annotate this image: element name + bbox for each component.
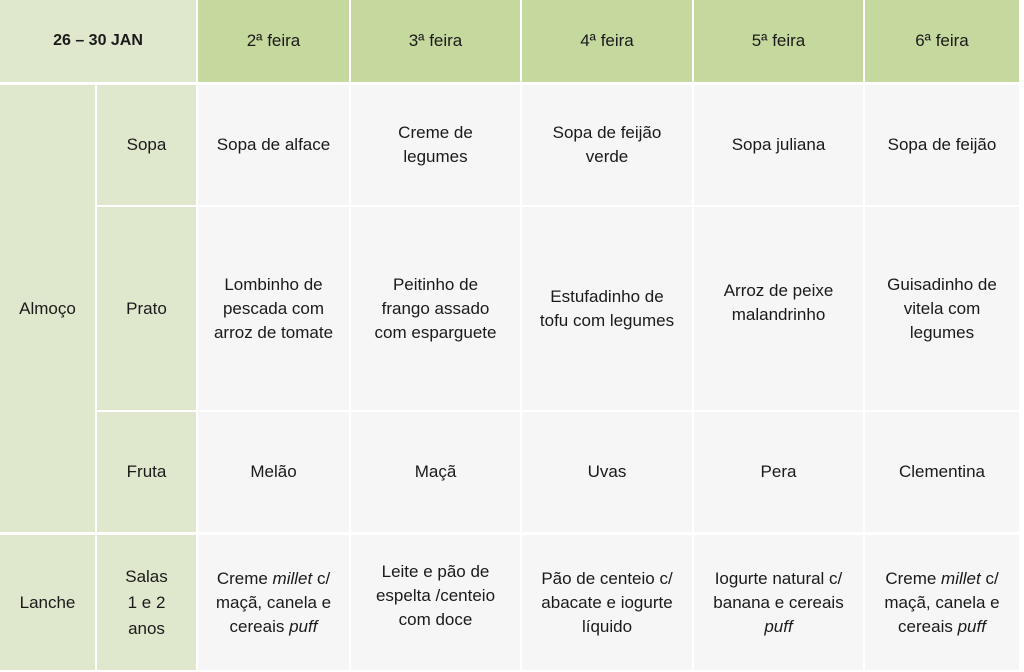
- fruta-fri-text: Clementina: [899, 462, 985, 481]
- row-label-lanche-line-2: 1 e 2: [127, 592, 166, 612]
- row-label-lanche-line-1: Salas: [125, 566, 168, 586]
- row-label-fruta-text: Fruta: [126, 462, 167, 481]
- row-label-prato: [97, 207, 196, 410]
- lanche-fri-line-1b: millet: [941, 568, 981, 588]
- lanche-fri-line-3: [898, 615, 986, 639]
- day-header-wed: [522, 0, 692, 82]
- day-header-wed-text: 4ª feira: [580, 31, 634, 50]
- lanche-mon-line-3a: cereais: [229, 616, 290, 636]
- lanche-fri: [865, 535, 1019, 670]
- row-label-sopa: [97, 85, 196, 205]
- prato-tue-line-1: Peitinho de: [392, 274, 479, 294]
- fruta-tue-text: Maçã: [414, 462, 457, 481]
- prato-fri-line-3: legumes: [909, 322, 975, 342]
- prato-thu-line-2: malandrinho: [731, 304, 826, 324]
- sopa-tue-line-2: legumes: [403, 147, 468, 166]
- day-header-fri: [865, 0, 1019, 82]
- lanche-tue-line-3: com doce: [398, 609, 473, 629]
- prato-wed-line-2: tofu com legumes: [539, 310, 675, 330]
- lanche-fri-line-1a: Creme: [885, 568, 942, 588]
- lanche-thu-line-3: puff: [764, 616, 793, 636]
- fruta-wed: [522, 412, 692, 532]
- day-header-mon: [198, 0, 349, 82]
- day-header-thu-text: 5ª feira: [751, 31, 806, 50]
- lanche-fri-line-1c: c/: [980, 568, 999, 588]
- lanche-thu-line-1: Iogurte natural c/: [714, 568, 843, 588]
- prato-fri-line-2: vitela com: [903, 298, 981, 318]
- prato-tue: [351, 207, 520, 410]
- lanche-tue-line-2: espelta /centeio: [375, 585, 496, 605]
- sopa-mon: [198, 85, 349, 205]
- sopa-wed-line-1: Sopa de feijão: [552, 123, 662, 142]
- prato-tue-line-3: com esparguete: [374, 322, 497, 342]
- section-almoco: [0, 85, 95, 532]
- lanche-mon-line-2: maçã, canela e: [215, 592, 332, 612]
- row-label-lanche: [97, 535, 196, 670]
- prato-mon-line-3: arroz de tomate: [213, 322, 334, 342]
- day-header-tue-text: 3ª feira: [408, 31, 463, 50]
- prato-mon-line-1: Lombinho de: [224, 274, 323, 294]
- fruta-tue: [351, 412, 520, 532]
- lanche-tue-line-1: Leite e pão de: [381, 561, 490, 581]
- row-label-lanche-line-3: anos: [128, 618, 165, 638]
- lanche-fri-line-3b: puff: [957, 616, 986, 636]
- sopa-mon-line-1: Sopa de alface: [216, 135, 331, 154]
- day-header-tue: [351, 0, 520, 82]
- fruta-mon-text: Melão: [250, 462, 297, 481]
- day-header-mon-text: 2ª feira: [246, 31, 301, 50]
- lanche-mon-line-1a: Creme: [216, 568, 273, 588]
- lanche-wed-line-3: líquido: [581, 616, 633, 636]
- prato-fri: [865, 207, 1019, 410]
- lanche-wed-line-2: abacate e iogurte: [541, 592, 673, 612]
- sopa-wed: [522, 85, 692, 205]
- fruta-thu-text: Pera: [760, 462, 797, 481]
- lanche-fri-line-2: maçã, canela e: [884, 592, 1000, 612]
- day-header-thu: [694, 0, 863, 82]
- lanche-mon-line-1: [217, 567, 330, 591]
- prato-wed: [522, 207, 692, 410]
- prato-tue-line-2: frango assado: [381, 298, 490, 318]
- prato-wed-line-1: Estufadinho de: [550, 286, 664, 306]
- lanche-mon-line-1b: millet: [272, 568, 313, 588]
- row-label-sopa-text: Sopa: [126, 135, 167, 154]
- sopa-tue: [351, 85, 520, 205]
- lanche-mon: [198, 535, 349, 670]
- prato-mon-line-2: pescada com: [222, 298, 325, 318]
- sopa-fri-line-1: Sopa de feijão: [887, 135, 997, 154]
- row-label-prato-text: Prato: [126, 298, 167, 318]
- lanche-mon-line-1c: c/: [312, 568, 331, 588]
- sopa-wed-line-2: verde: [585, 147, 629, 166]
- lanche-mon-line-3b: puff: [289, 616, 318, 636]
- lanche-fri-line-3a: cereais: [898, 616, 958, 636]
- row-label-fruta: [97, 412, 196, 532]
- sopa-thu-line-1: Sopa juliana: [731, 135, 826, 154]
- lanche-wed-line-1: Pão de centeio c/: [541, 568, 673, 588]
- section-lanche-text: Lanche: [19, 592, 76, 612]
- section-almoco-text: Almoço: [19, 298, 76, 318]
- fruta-thu: [694, 412, 863, 532]
- day-header-fri-text: 6ª feira: [915, 31, 969, 50]
- fruta-wed-text: Uvas: [587, 462, 627, 481]
- section-lanche: [0, 535, 95, 670]
- lanche-thu-line-2: banana e cereais: [713, 592, 844, 612]
- lanche-fri-line-1: [885, 567, 998, 591]
- sopa-tue-line-1: Creme de: [398, 123, 473, 142]
- fruta-mon: [198, 412, 349, 532]
- prato-thu-line-1: Arroz de peixe: [723, 280, 834, 300]
- prato-mon: [198, 207, 349, 410]
- week-range-text: 26 – 30 JAN: [53, 32, 143, 49]
- sopa-thu: [694, 85, 863, 205]
- prato-thu: [694, 207, 863, 410]
- lanche-wed: [522, 535, 692, 670]
- lanche-tue: [351, 535, 520, 670]
- week-range: [0, 0, 196, 82]
- lanche-mon-line-3: [230, 615, 318, 639]
- sopa-fri: [865, 85, 1019, 205]
- fruta-fri: [865, 412, 1019, 532]
- lanche-thu: [694, 535, 863, 670]
- prato-fri-line-1: Guisadinho de: [887, 274, 997, 294]
